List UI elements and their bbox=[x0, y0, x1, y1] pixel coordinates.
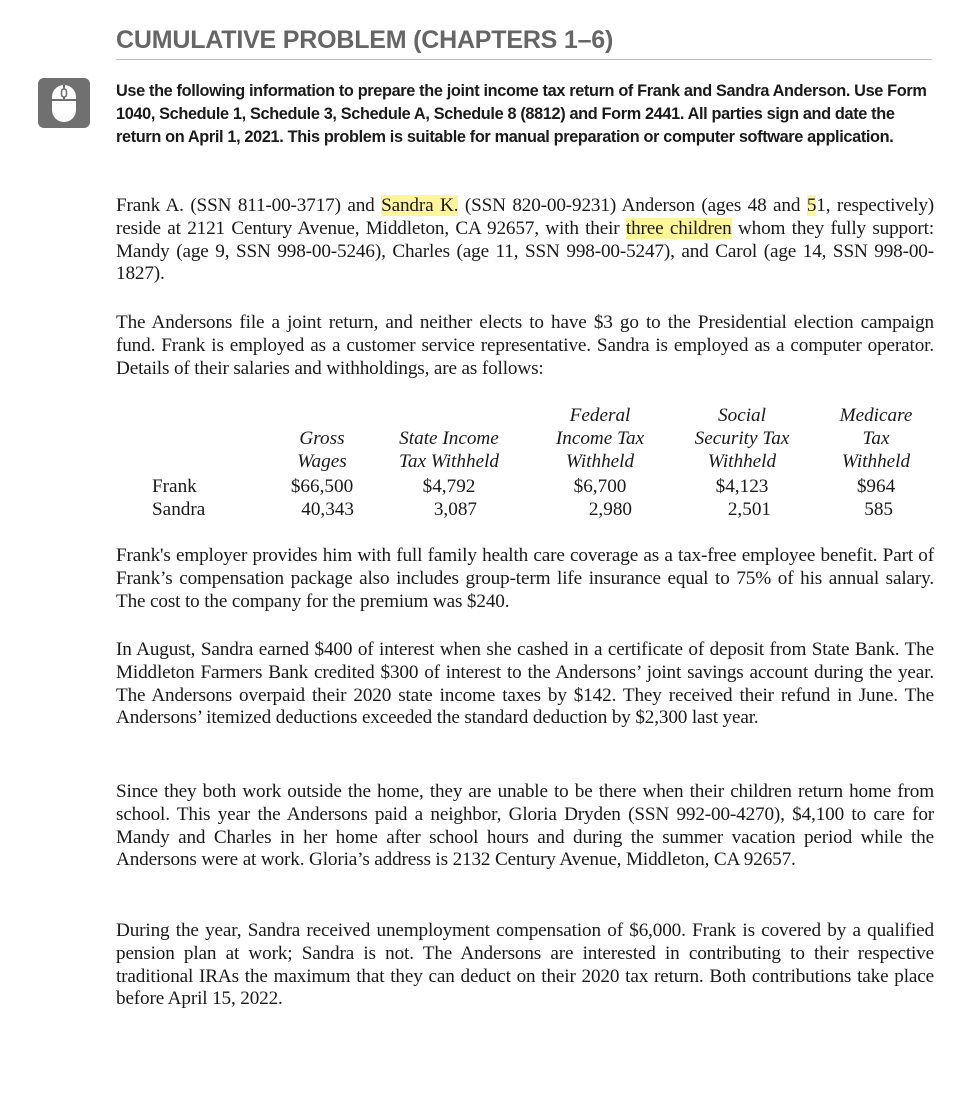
header-state-income bbox=[378, 427, 520, 473]
cell-value: 2,501 bbox=[727, 499, 771, 520]
header-line: Social bbox=[718, 405, 766, 426]
header-medicare bbox=[818, 404, 934, 473]
header-line: Tax Withheld bbox=[398, 451, 500, 472]
childcare-paragraph: Since they both work outside the home, they are unable to be there when their children return home from school. This year the Andersons paid a neighbor, Gloria Dryden (SSN 992-00-4270), $4,100 to care for Mandy and Charles in her home after school hours and during the summer vacation period while the Andersons were at work. Gloria’s address is 2132 Century Avenue, Middleton, CA 92657. bbox=[116, 781, 934, 871]
header-line: Medicare bbox=[839, 405, 913, 426]
header-line: Security Tax bbox=[694, 428, 790, 449]
header-line: Withheld bbox=[841, 451, 911, 472]
section-heading: CUMULATIVE PROBLEM (CHAPTERS 1–6) bbox=[116, 26, 932, 60]
benefits-paragraph: Frank's employer provides him with full family health care coverage as a tax-free employee benefit. Part of Frank’s compensation package also includes group-term life insurance equal to 75% of his annual salary. The cost to the company for the premium was $240. bbox=[116, 545, 934, 612]
cell-frank-medicare: $964 bbox=[856, 476, 896, 497]
mouse-icon-graphic bbox=[38, 78, 90, 128]
filing-paragraph: The Andersons file a joint return, and neither elects to have $3 go to the Presidential election campaign fund. Frank is employed as a customer service representative. Sandra is employed as a computer operator. Details of their salaries and withholdings, are as follows: bbox=[116, 312, 934, 379]
header-gross-wages bbox=[262, 427, 382, 473]
cell-frank-social: $4,123 bbox=[715, 476, 769, 497]
para1-text-1: Frank A. (SSN 811-00-3717) and bbox=[116, 195, 382, 216]
header-social-security bbox=[672, 404, 812, 473]
header-line: State Income bbox=[399, 428, 499, 449]
highlight-sandra: Sandra K. bbox=[381, 195, 459, 216]
header-line: Gross bbox=[299, 428, 345, 449]
interest-paragraph: In August, Sandra earned $400 of interest when she cashed in a certificate of deposit from State Bank. The Middleton Farmers Bank credited $300 of interest to the Andersons’ joint savings account during the year. The Andersons overpaid their 2020 state income taxes by $142. They received their refund in June. The Andersons’ itemized deductions exceeded the standard deduction by $2,300 last year. bbox=[116, 639, 934, 729]
para1-text-2: (SSN 820-00-9231) Anderson (ages 48 and bbox=[458, 195, 807, 216]
cell-value: 585 bbox=[864, 499, 893, 520]
header-federal-tax bbox=[534, 404, 666, 473]
header-line: Income Tax bbox=[555, 428, 645, 449]
para1-text-4: whom they fully support: Mandy (age 9, SSN 998-00-5246), Charles (age 11, SSN 998-00-5247), and Carol (age 14, SSN 998-00-1827). bbox=[116, 217, 935, 285]
row-name-frank: Frank bbox=[152, 476, 197, 497]
cell-frank-federal: $6,700 bbox=[573, 476, 627, 497]
cell-value: 2,980 bbox=[588, 499, 632, 520]
header-line: Federal bbox=[569, 405, 631, 426]
highlight-three-children: three children bbox=[625, 217, 732, 239]
header-line: Wages bbox=[297, 451, 347, 472]
cell-frank-state: $4,792 bbox=[422, 476, 476, 497]
header-line: Tax bbox=[862, 428, 890, 449]
cell-value: 40,343 bbox=[301, 499, 354, 520]
cell-value: 3,087 bbox=[433, 499, 477, 520]
header-line: Withheld bbox=[565, 451, 635, 472]
mouse-icon bbox=[38, 78, 90, 128]
para1-text-3: 1, respectively) reside at 2121 Century Avenue, Middleton, CA 92657, with their bbox=[116, 195, 934, 239]
cell-frank-gross: $66,500 bbox=[290, 476, 354, 497]
highlight-age-digit: 5 bbox=[806, 195, 817, 216]
unemployment-ira-paragraph: During the year, Sandra received unemployment compensation of $6,000. Frank is covered by a qualified pension plan at work; Sandra is not. The Andersons are interested in contributing to their respective traditional IRAs the maximum that they can deduct on their 2020 tax return. Both contributions take place before April 15, 2022. bbox=[116, 920, 934, 1010]
withholding-table bbox=[0, 400, 978, 530]
instructions: Use the following information to prepare the joint income tax return of Frank and Sandra Anderson. Use Form 1040, Schedule 1, Schedule 3, Schedule A, Schedule 8 (8812) and Form 2441. All parties sign and date the return on April 1, 2021. This problem is suitable for manual preparation or computer software application. bbox=[116, 82, 927, 146]
taxpayer-info-paragraph bbox=[116, 195, 934, 286]
header-line: Withheld bbox=[707, 451, 777, 472]
row-name-sandra: Sandra bbox=[152, 499, 206, 520]
